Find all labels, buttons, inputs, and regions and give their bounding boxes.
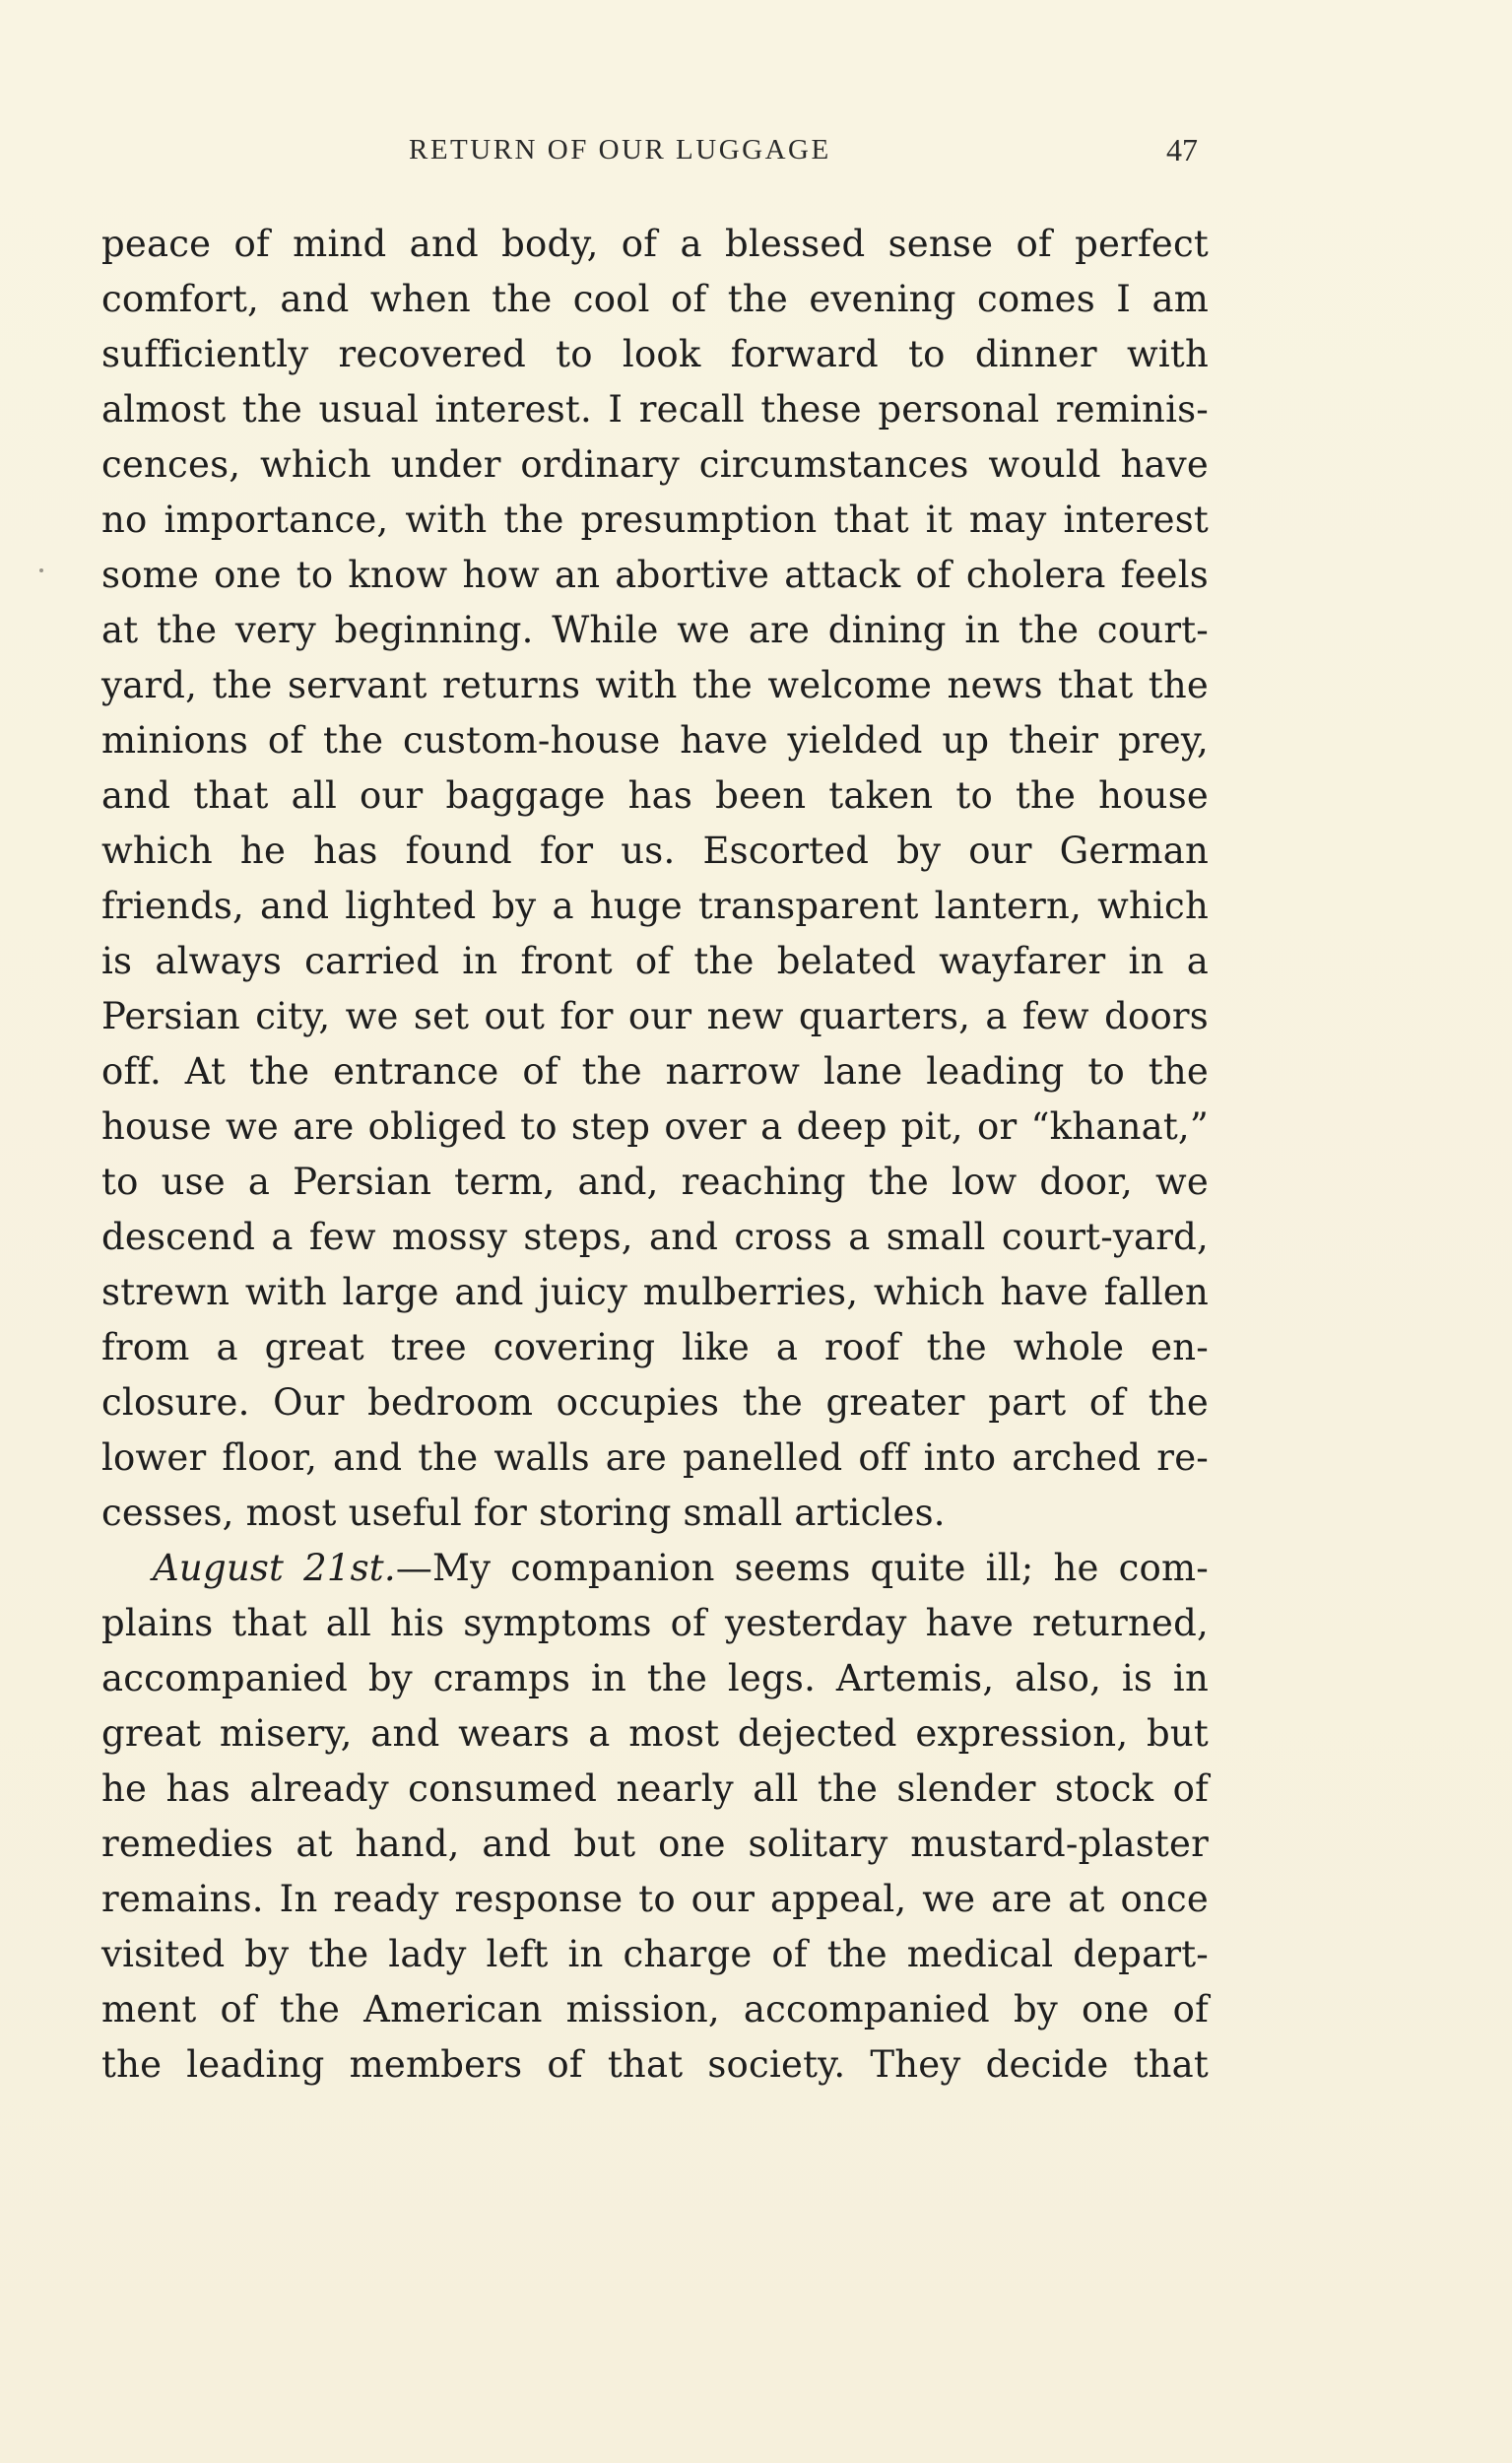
text-line: no importance, with the presumption that it may interest	[101, 499, 1209, 541]
text-line: he has already consumed nearly all the slender stock of	[101, 1767, 1209, 1810]
text-line: peace of mind and body, of a blessed sense of perfect	[101, 223, 1209, 265]
text-line: from a great tree covering like a roof the whole en-	[101, 1326, 1209, 1368]
text-line: is always carried in front of the belated wayfarer in a	[101, 940, 1209, 982]
text-line: some one to know how an abortive attack of cholera feels	[101, 554, 1209, 596]
text-fragment: —My companion seems quite ill; he com-	[395, 1547, 1210, 1589]
text-line: at the very beginning. While we are dining in the court-	[101, 609, 1209, 651]
text-line: closure. Our bedroom occupies the greater part of the	[101, 1381, 1209, 1424]
text-line: visited by the lady left in charge of the medical depart-	[101, 1933, 1209, 1975]
text-line: cesses, most useful for storing small articles.	[101, 1492, 946, 1534]
text-line: the leading members of that society. They decide that	[101, 2043, 1209, 2086]
text-line: sufficiently recovered to look forward to dinner with	[101, 333, 1209, 375]
diary-date: August 21st.	[153, 1547, 396, 1589]
text-line: lower floor, and the walls are panelled off into arched re-	[101, 1436, 1209, 1479]
text-line: comfort, and when the cool of the evening comes I am	[101, 278, 1209, 320]
running-head	[0, 134, 1512, 173]
text-line: strewn with large and juicy mulberries, which have fallen	[101, 1271, 1209, 1313]
text-line: remedies at hand, and but one solitary mustard-plaster	[101, 1823, 1209, 1865]
body-text	[101, 217, 1209, 2093]
text-line: minions of the custom-house have yielded up their prey,	[101, 719, 1209, 762]
text-line: cences, which under ordinary circumstances would have	[101, 443, 1209, 486]
paragraph-2	[101, 1541, 1209, 2093]
text-line: ment of the American mission, accompanied by one of	[101, 1988, 1209, 2030]
paragraph-1	[101, 217, 1209, 1541]
text-line: descend a few mossy steps, and cross a small court-yard,	[101, 1216, 1209, 1258]
text-line: house we are obliged to step over a deep pit, or “khanat,”	[101, 1105, 1209, 1148]
text-line: and that all our baggage has been taken to the house	[101, 774, 1209, 817]
text-line: great misery, and wears a most dejected expression, but	[101, 1712, 1209, 1755]
text-line: Persian city, we set out for our new quarters, a few doors	[101, 995, 1209, 1037]
text-line: accompanied by cramps in the legs. Artemis, also, is in	[101, 1657, 1209, 1699]
text-line	[101, 1541, 1209, 1596]
text-line: remains. In ready response to our appeal, we are at once	[101, 1878, 1209, 1920]
text-line: yard, the servant returns with the welcome news that the	[101, 664, 1209, 706]
running-title: RETURN OF OUR LUGGAGE	[409, 134, 831, 166]
text-line: which he has found for us. Escorted by our German	[101, 830, 1209, 872]
margin-speck	[39, 568, 43, 572]
text-line: friends, and lighted by a huge transparent lantern, which	[101, 885, 1209, 927]
text-line: almost the usual interest. I recall these personal reminis-	[101, 388, 1209, 431]
text-line: to use a Persian term, and, reaching the low door, we	[101, 1161, 1209, 1203]
text-line: off. At the entrance of the narrow lane leading to the	[101, 1050, 1209, 1093]
text-line: plains that all his symptoms of yesterday have returned,	[101, 1602, 1209, 1644]
page-number: 47	[1166, 132, 1198, 167]
